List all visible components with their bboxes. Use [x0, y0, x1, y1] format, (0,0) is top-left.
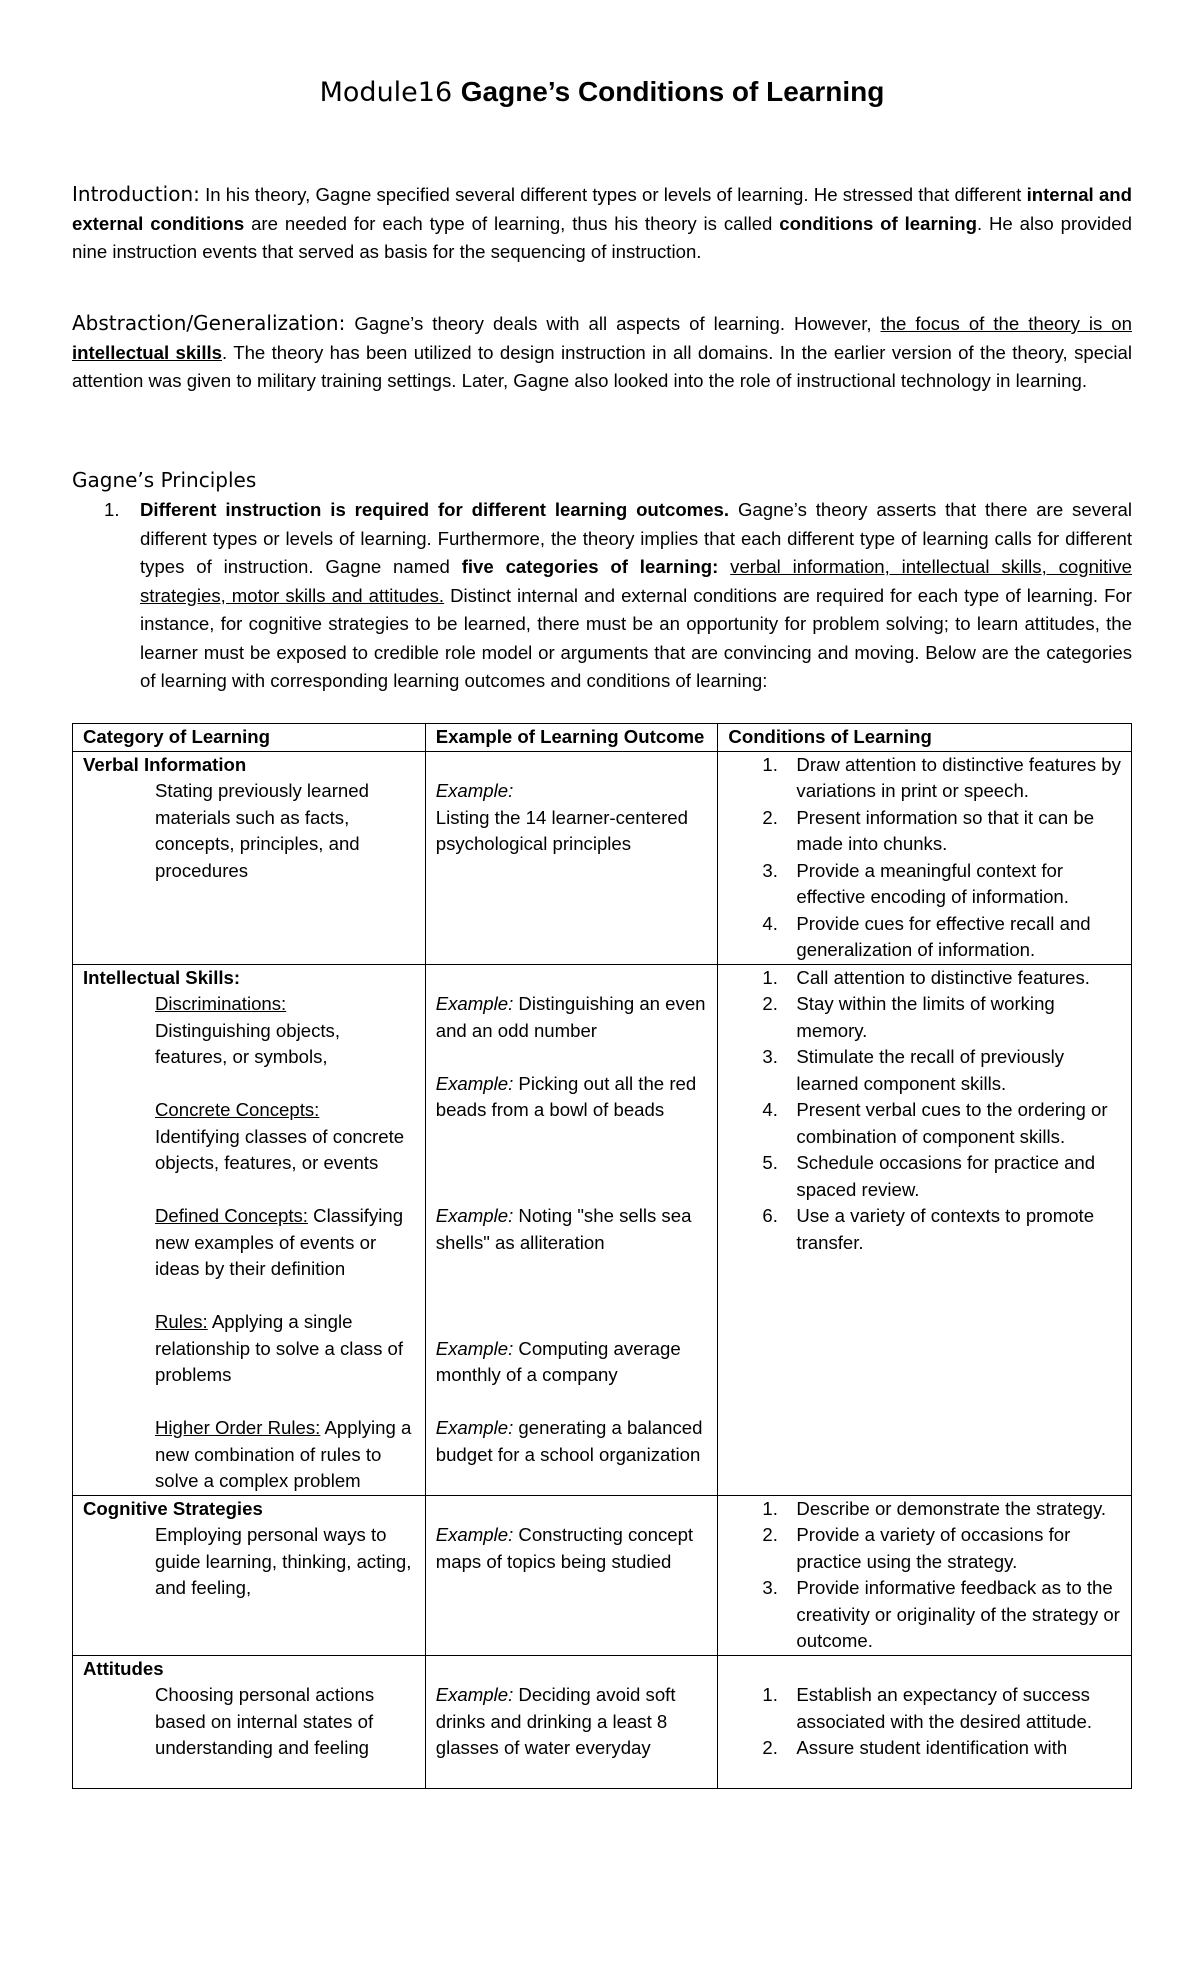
table-row [73, 1655, 1132, 1788]
category-cell [73, 1495, 426, 1655]
concrete-concepts-entry: Concrete Concepts: Identifying classes of concrete objects, features, or events [155, 1099, 405, 1173]
category-cell [73, 964, 426, 1495]
list-item: 1. Call attention to distinctive features. [762, 966, 1090, 988]
table-header-row [73, 724, 1132, 752]
list-item: 3. Provide informative feedback as to the creativity or originality of the strategy or outcome. [762, 1577, 1120, 1651]
page-title [72, 76, 1132, 108]
category-cell [73, 1655, 426, 1788]
conditions-list [728, 1682, 1121, 1762]
list-item: 2. Provide a variety of occasions for practice using the strategy. [762, 1524, 1071, 1572]
module-label: Module16 [319, 77, 461, 108]
module-name: Gagne’s Conditions of Learning [460, 76, 885, 107]
introduction-paragraph: Introduction: In his theory, Gagne specified several different types or levels of learning. He stressed that different internal and external conditions are needed for each type of learning, thus his theory is called conditions of learning. He also provided nine instruction events that served as basis for the sequencing of instruction. [72, 182, 1132, 262]
conditions-list [728, 752, 1121, 964]
table-row [73, 751, 1132, 964]
example-cell [425, 1655, 718, 1788]
header-category: Category of Learning [73, 724, 426, 752]
example-label: Example: [435, 780, 514, 801]
category-description: Employing personal ways to guide learning, thinking, acting, and feeling, [155, 1524, 412, 1598]
example-discrimination: Example: Distinguishing an even and an odd number [435, 993, 706, 1041]
list-item: 4. Present verbal cues to the ordering or combination of component skills. [762, 1099, 1108, 1147]
example-cell [425, 751, 718, 964]
discriminations-entry: Discriminations: Distinguishing objects, features, or symbols, [155, 993, 341, 1067]
example-text: Example: Deciding avoid soft drinks and drinking a least 8 glasses of water everyday [435, 1684, 676, 1758]
conditions-cell [718, 964, 1132, 1495]
table-row [73, 964, 1132, 1495]
category-cell [73, 751, 426, 964]
introduction-lead: Introduction: [72, 182, 200, 206]
list-item: 2. Present information so that it can be made into chunks. [762, 806, 1095, 854]
conditions-cell [718, 1495, 1132, 1655]
list-item: 4. Provide cues for effective recall and generalization of information. [762, 912, 1091, 960]
list-item: 2. Stay within the limits of working memory. [762, 993, 1055, 1041]
conditions-cell [718, 751, 1132, 964]
example-text: Example: Constructing concept maps of topics being studied [435, 1524, 694, 1572]
list-item: 1. Describe or demonstrate the strategy. [762, 1497, 1107, 1519]
example-text: Listing the 14 learner-centered psychological principles [435, 806, 688, 854]
list-item: 3. Provide a meaningful context for effective encoding of information. [762, 859, 1069, 907]
example-rules: Example: Computing average monthly of a company [435, 1337, 681, 1385]
category-name: Attitudes [83, 1657, 164, 1679]
conditions-list [728, 965, 1121, 1257]
principle-item-1: 1. Different instruction is required for different learning outcomes. Gagne’s theory asserts that there are several different types or levels of learning. Furthermore, the theory implies that each different type of learning calls for different types of instruction. Gagne named five categories of learning: verbal information, intellectual skills, cognitive strategies, motor skills and attitudes. Distinct internal and external conditions are required for each type of learning. For instance, for cognitive strategies to be learned, there must be an opportunity for problem solving; to learn attitudes, the learner must be exposed to credible role model or arguments that are convincing and moving. Below are the categories of learning with corresponding learning outcomes and conditions of learning: [140, 496, 1132, 696]
list-item: 5. Schedule occasions for practice and spaced review. [762, 1152, 1096, 1200]
rules-entry: Rules: Applying a single relationship to solve a class of problems [155, 1311, 404, 1385]
principle-number: 1. [104, 499, 120, 520]
list-item: 1. Establish an expectancy of success associated with the desired attitude. [762, 1684, 1093, 1732]
example-higher-order: Example: generating a balanced budget for a school organization [435, 1417, 703, 1465]
category-name: Verbal Information [83, 753, 247, 775]
table-row [73, 1495, 1132, 1655]
abstraction-lead: Abstraction/Generalization: [72, 311, 346, 335]
list-item: 3. Stimulate the recall of previously learned component skills. [762, 1046, 1065, 1094]
conditions-cell [718, 1655, 1132, 1788]
category-description: Choosing personal actions based on internal states of understanding and feeling [155, 1684, 375, 1758]
list-item: 6. Use a variety of contexts to promote transfer. [762, 1205, 1095, 1253]
example-defined: Example: Noting "she sells sea shells" as alliteration [435, 1205, 692, 1253]
example-cell [425, 964, 718, 1495]
list-item: 1. Draw attention to distinctive features by variations in print or speech. [762, 753, 1121, 801]
list-item: 2. Assure student identification with [762, 1737, 1068, 1758]
category-name: Intellectual Skills: [83, 966, 241, 988]
category-name: Cognitive Strategies [83, 1497, 263, 1519]
conditions-list [728, 1496, 1121, 1655]
principles-heading: Gagne’s Principles [72, 468, 257, 492]
example-cell [425, 1495, 718, 1655]
header-example: Example of Learning Outcome [425, 724, 718, 752]
header-conditions: Conditions of Learning [718, 724, 1132, 752]
example-concrete: Example: Picking out all the red beads from a bowl of beads [435, 1072, 697, 1120]
abstraction-paragraph: Abstraction/Generalization: Gagne’s theory deals with all aspects of learning. However, the focus of the theory is on intellectual skills. The theory has been utilized to design instruction in all domains. In the earlier version of the theory, special attention was given to military training settings. Later, Gagne also looked into the role of instructional technology in learning. [72, 311, 1132, 391]
category-description: Stating previously learned materials such as facts, concepts, principles, and procedures [155, 780, 369, 881]
defined-concepts-entry: Defined Concepts: Classifying new examples of events or ideas by their definition [155, 1205, 404, 1279]
learning-categories-table [72, 723, 1132, 1789]
higher-order-rules-entry: Higher Order Rules: Applying a new combination of rules to solve a complex problem [155, 1417, 412, 1491]
